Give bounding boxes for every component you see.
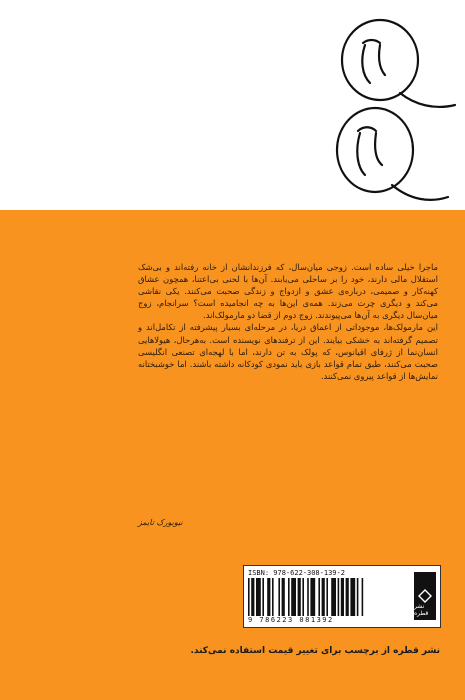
barcode-icon (248, 578, 408, 616)
barcode-digits: 9 786223 081392 (248, 616, 334, 624)
isbn-label: ISBN: 978-622-308-139-2 (248, 569, 345, 577)
quote-source: نیویورک تایمز (138, 518, 183, 527)
barcode-sticker (243, 565, 441, 628)
price-note: نشر قطره از برچسب برای تغییر قیمت استفاده نمی‌کند. (190, 646, 440, 656)
publisher-logo (414, 572, 436, 620)
blurb-paragraph-1: ماجرا خیلی ساده است. زوجی میان‌سال، که فرزندانشان از خانه رفته‌اند و بی‌شک استقلال مالی دارند، خود را بر ساحلی می‌یابند. آن‌ها با لحنی بی‌اعتنا، همچون عشاق کهنه‌کار و صمیمی، درباره‌ی عشق و ازدواج و زندگی صحبت می‌کنند. یکی نقاشی می‌کند و دیگری چرت می‌زند. همه‌ی این‌ها به چه انجامیده است؟ سرانجام، زوج میان‌سال دیگری به آن‌ها می‌پیوندند. زوج دوم از قضا دو مارمولک‌اند. (138, 262, 438, 321)
back-cover-blurb (138, 261, 438, 382)
publisher-logo-text: نشر قطره (414, 603, 429, 617)
blurb-paragraph-2: این مارمولک‌ها، موجوداتی از اعماق دریا، در مرحله‌ای بسیار پیشرفته از تکامل‌اند و تصمیم گرفته‌اند به خشکی بیایند. این از ترفندهای نویسنده است. به‌هرحال، هیولاهایی انسان‌نما از ژرفای اقیانوس، که پولک به تن دارند، اما با لهجه‌ای تصنعی انگلیسی صحبت می‌کنند، طبق تمام قواعد بازی باید نمودی کودکانه داشته باشند. اما خوشبختانه نمایش‌ها از قواعد پیروی نمی‌کنند. (138, 322, 438, 381)
publisher-emblem-icon (418, 589, 432, 603)
cover-top-panel (0, 0, 465, 210)
speech-bubble-faces-icon (330, 5, 465, 210)
